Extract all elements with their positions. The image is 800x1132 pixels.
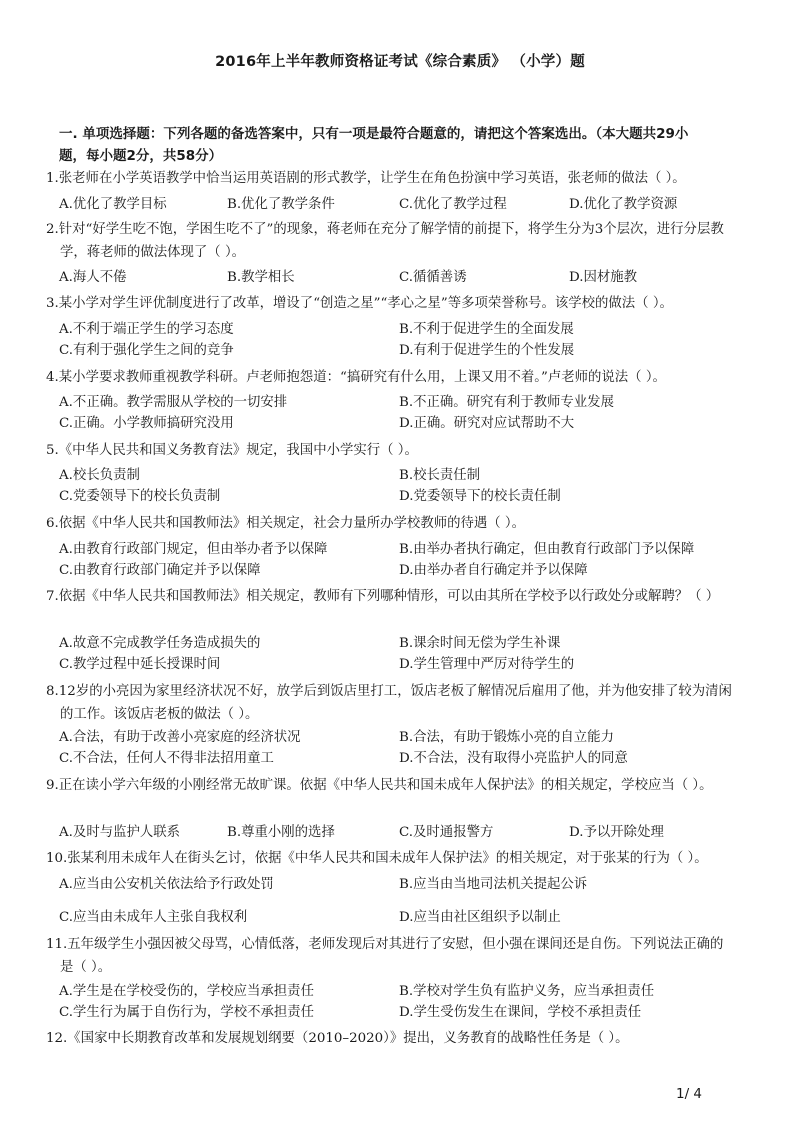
option-6c: C.由教育行政部门确定并予以保障 [59, 563, 261, 578]
page-title: 2016年上半年教师资格证考试《综合素质》 （小学）题 [215, 54, 585, 70]
option-2d: D.因材施教 [569, 270, 638, 285]
option-6d: D.由举办者自行确定并予以保障 [399, 563, 588, 578]
option-8d: D.不合法，没有取得小亮监护人的同意 [399, 751, 628, 766]
option-9d: D.予以开除处理 [569, 825, 664, 840]
option-7d: D.学生管理中严厉对待学生的 [399, 657, 575, 672]
option-3b: B.不利于促进学生的全面发展 [399, 322, 574, 337]
question-9: 9.正在读小学六年级的小刚经常无故旷课。依据《中华人民共和国未成年人保护法》的相关规定，学校应当（ ）。 [46, 778, 713, 793]
option-11b: B.学校对学生负有监护义务，应当承担责任 [399, 984, 655, 999]
option-2b: B.教学相长 [227, 270, 295, 285]
option-3d: D.有利于促进学生的个性发展 [399, 343, 575, 358]
option-6b: B.由举办者执行确定，但由教育行政部门予以保障 [399, 542, 695, 557]
question-8: 8.12岁的小亮因为家里经济状况不好，放学后到饭店里打工，饭店老板了解情况后雇用了他，并为他安排了较为清闲的工作。该饭店老板的做法（ ）。 [46, 684, 732, 722]
option-9a: A.及时与监护人联系 [59, 825, 181, 840]
option-4a: A.不正确。教学需服从学校的一切安排 [59, 395, 288, 410]
question-11: 11.五年级学生小强因被父母骂，心情低落，老师发现后对其进行了安慰，但小强在课间还是自伤。下列说法正确的是（ ）。 [46, 937, 724, 975]
option-4b: B.不正确。研究有利于教师专业发展 [399, 395, 614, 410]
option-7a: A.故意不完成教学任务造成损失的 [59, 636, 261, 651]
question-7: 7.依据《中华人民共和国教师法》相关规定，教师有下列哪种情形，可以由其所在学校予以行政处分或解聘？（ ） [46, 589, 720, 604]
question-12: 12.《国家中长期教育改革和发展规划纲要（2010–2020）》提出，义务教育的战略性任务是（ ）。 [46, 1031, 629, 1046]
option-11c: C.学生行为属于自伤行为，学校不承担责任 [59, 1005, 315, 1020]
option-5b: B.校长责任制 [399, 468, 481, 483]
option-11d: D.学生受伤发生在课间，学校不承担责任 [399, 1005, 642, 1020]
option-5c: C.党委领导下的校长负责制 [59, 489, 221, 504]
option-6a: A.由教育行政部门规定，但由举办者予以保障 [59, 542, 328, 557]
option-1d: D.优化了教学资源 [569, 197, 678, 212]
option-10b: B.应当由当地司法机关提起公诉 [399, 877, 588, 892]
option-3a: A.不利于端正学生的学习态度 [59, 322, 234, 337]
section-heading: 一. 单项选择题：下列各题的备选答案中，只有一项是最符合题意的，请把这个答案选出。（本大题共29小题，每小题2分，共58分） [59, 126, 689, 164]
option-8a: A.合法，有助于改善小亮家庭的经济状况 [59, 730, 301, 745]
question-1: 1.张老师在小学英语教学中恰当运用英语剧的形式教学，让学生在角色扮演中学习英语，张老师的做法（ ）。 [46, 171, 686, 186]
option-10d: D.应当由社区组织予以制止 [399, 910, 561, 925]
question-3: 3.某小学对学生评优制度进行了改革，增设了“创造之星”“孝心之星”等多项荣誉称号。该学校的做法（ ）。 [46, 296, 673, 311]
question-6: 6.依据《中华人民共和国教师法》相关规定，社会力量所办学校教师的待遇（ ）。 [46, 516, 526, 531]
question-10: 10.张某利用未成年人在街头乞讨，依据《中华人民共和国未成年人保护法》的相关规定，对于张某的行为（ ）。 [46, 851, 708, 866]
option-4d: D.正确。研究对应试帮助不大 [399, 416, 575, 431]
option-2c: C.循循善诱 [399, 270, 467, 285]
option-9c: C.及时通报警方 [399, 825, 494, 840]
option-8c: C.不合法，任何人不得非法招用童工 [59, 751, 274, 766]
option-11a: A.学生是在学校受伤的，学校应当承担责任 [59, 984, 314, 999]
option-10a: A.应当由公安机关依法给予行政处罚 [59, 877, 274, 892]
option-7c: C.教学过程中延长授课时间 [59, 657, 221, 672]
option-1c: C.优化了教学过程 [399, 197, 507, 212]
option-3c: C.有利于强化学生之间的竞争 [59, 343, 234, 358]
question-2: 2.针对“好学生吃不饱，学困生吃不了”的现象，蒋老师在充分了解学情的前提下，将学生分为3个层次，进行分层教学，蒋老师的做法体现了（ ）。 [46, 222, 724, 260]
option-1a: A.优化了教学目标 [59, 197, 167, 212]
option-5d: D.党委领导下的校长责任制 [399, 489, 561, 504]
option-2a: A.海人不倦 [59, 270, 127, 285]
question-5: 5.《中华人民共和国义务教育法》规定，我国中小学实行（ ）。 [46, 443, 418, 458]
option-8b: B.合法，有助于锻炼小亮的自立能力 [399, 730, 614, 745]
option-4c: C.正确。小学教师搞研究没用 [59, 416, 234, 431]
option-10c: C.应当由未成年人主张自我权利 [59, 910, 248, 925]
question-4: 4.某小学要求教师重视教学科研。卢老师抱怨道：“搞研究有什么用，上课又用不着。”卢老师的说法（ ）。 [46, 370, 666, 385]
option-9b: B.尊重小刚的选择 [227, 825, 335, 840]
option-5a: A.校长负责制 [59, 468, 140, 483]
page-number: 1/ 4 [676, 1086, 703, 1102]
option-1b: B.优化了教学条件 [227, 197, 335, 212]
option-7b: B.课余时间无偿为学生补课 [399, 636, 561, 651]
